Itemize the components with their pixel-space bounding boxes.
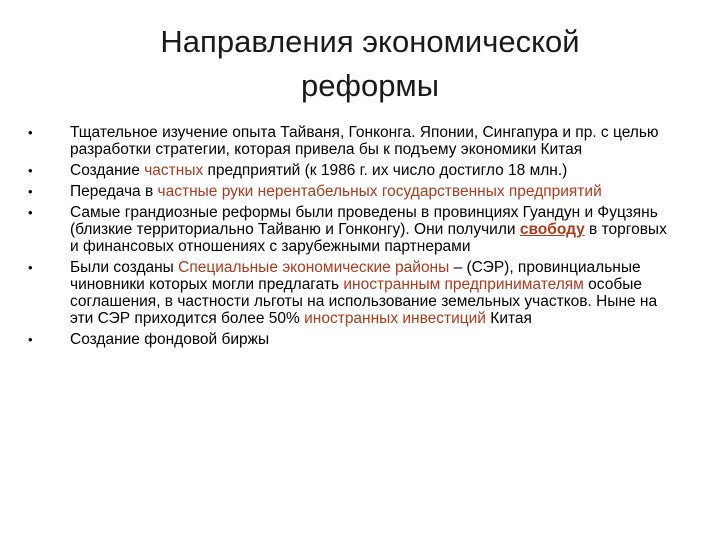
bullet-text: предприятий (к 1986 г. их число достигло 18 млн.) [203,162,568,179]
bullet-icon: • [28,184,33,199]
highlight-text: частных [144,162,204,179]
bullet-text: особые соглашения, в частности льготы на использование земельных участков. Ныне на эти СЭР приходится более 50% [70,276,658,327]
bullet-icon: • [28,260,33,275]
bullet-item-4 [28,204,678,255]
bullet-text: Самые грандиозные реформы были проведены в провинциях Гуандун и Фуцзянь (близкие территориально Тайваню и Гонконгу). Они получили [70,204,658,238]
bullet-text: Создание [70,162,145,179]
bullet-icon: • [28,125,33,140]
bullet-item-3 [28,183,678,200]
bullet-text: Китая [485,310,532,327]
bullet-text: Тщательное изучение опыта Тайваня, Гонконга. Японии, Сингапура и пр. с целью разработки стратегии, которая привела бы к подъему экономики Китая [70,124,659,158]
bullet-text: Передача в [70,183,158,200]
bullet-list [28,124,678,352]
bullet-text: – (СЭР), провинциальные чиновники которых могли предлагать [70,259,641,293]
highlight-text: иностранным предпринимателям [343,276,584,293]
highlight-text: иностранных инвестиций [304,310,486,327]
bullet-text: Создание фондовой биржы [70,331,270,348]
bullet-item-2 [28,162,678,179]
highlight-text: частные руки нерентабельных государственных предприятий [157,183,602,200]
bullet-icon: • [28,205,33,220]
bullet-item-1 [28,124,678,158]
bullet-icon: • [28,332,33,347]
slide-title [60,20,680,108]
title-line-2: реформы [300,68,440,103]
highlight-text: свободу [519,221,585,238]
bullet-item-5 [28,259,678,327]
highlight-text: Специальные экономические районы [178,259,450,276]
bullet-item-6 [28,331,678,348]
bullet-icon: • [28,163,33,178]
bullet-text: Были созданы [70,259,179,276]
bullet-text: в торговых и финансовых отношениях с зарубежными партнерами [70,221,667,255]
title-line-1: Направления экономической [160,24,580,59]
